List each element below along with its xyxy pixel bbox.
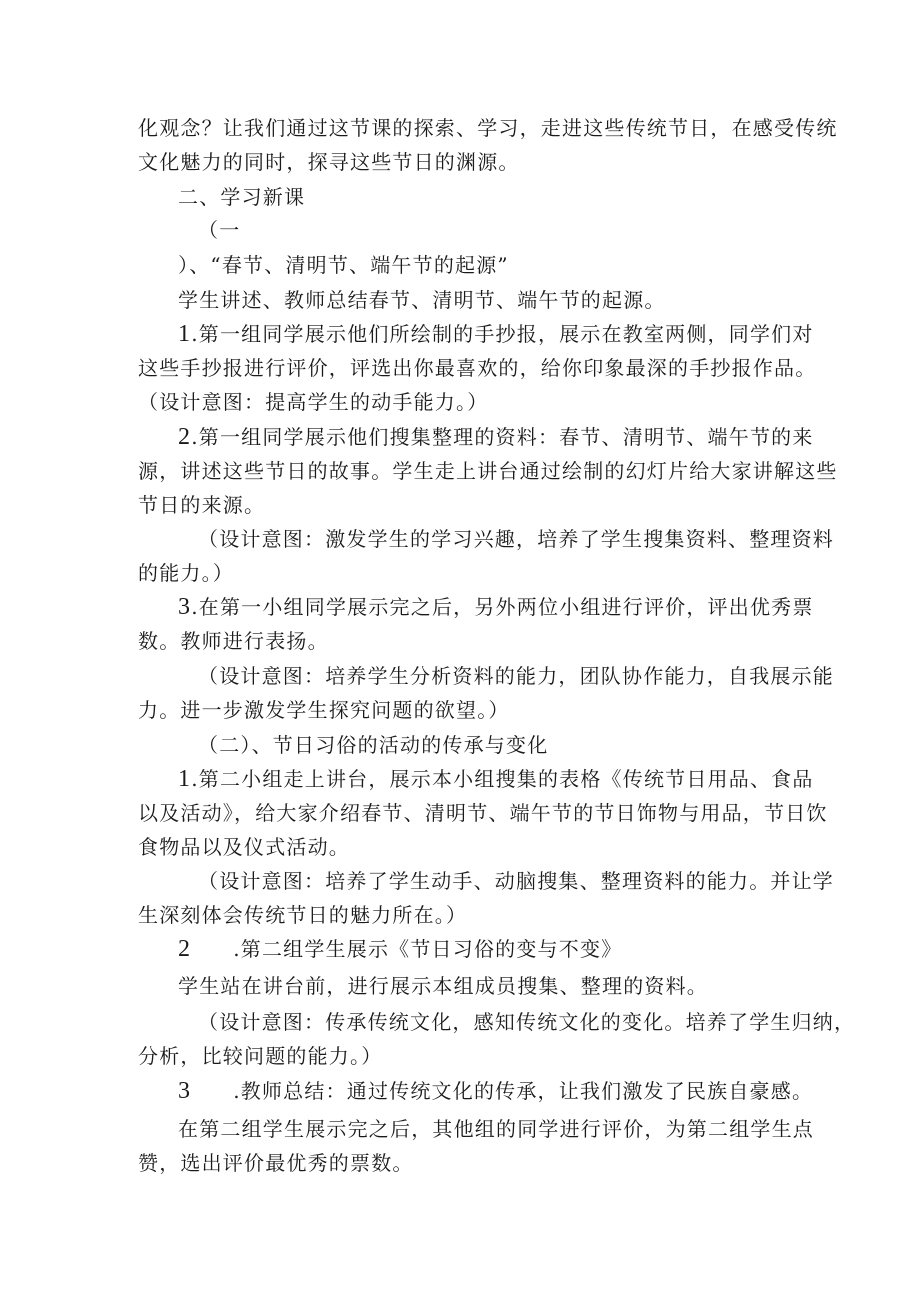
numbered-item bbox=[178, 1076, 838, 1106]
numbered-item bbox=[178, 319, 838, 349]
item-text: .第二小组走上讲台，展示本小组搜集的表格《传统节日用品、食品 bbox=[191, 767, 814, 791]
subsection-heading-part: （一 bbox=[198, 218, 241, 242]
paragraph-line: 节日的来源。 bbox=[138, 493, 266, 517]
paragraph-line: 源，讲述这些节日的故事。学生走上讲台通过绘制的幻灯片给大家讲解这些 bbox=[138, 459, 838, 483]
paragraph-line: 化观念？让我们通过这节课的探索、学习，走进这些传统节日，在感受传统 bbox=[138, 116, 838, 140]
paragraph-line: 数。教师进行表扬。 bbox=[138, 629, 329, 653]
design-intent: （设计意图：培养学生分析资料的能力，团队协作能力，自我展示能 bbox=[198, 664, 834, 688]
paragraph-line: 分析，比较问题的能力。） bbox=[138, 1044, 383, 1068]
design-intent: （设计意图：培养了学生动手、动脑搜集、整理资料的能力。并让学 bbox=[198, 869, 834, 893]
design-intent: （设计意图：传承传统文化，感知传统文化的变化。培养了学生归纳， bbox=[198, 1010, 856, 1034]
item-text: .教师总结：通过传统文化的传承，让我们激发了民族自豪感。 bbox=[233, 1079, 814, 1103]
numbered-item bbox=[178, 592, 838, 622]
item-number: 2 bbox=[178, 424, 192, 450]
item-text: .第一组同学展示他们所绘制的手抄报，展示在教室两侧，同学们对 bbox=[191, 322, 814, 346]
design-intent: （设计意图：激发学生的学习兴趣，培养了学生搜集资料、整理资料 bbox=[198, 527, 834, 551]
numbered-item bbox=[178, 764, 838, 794]
paragraph-line: 食物品以及仪式活动。 bbox=[138, 835, 350, 859]
item-number: 1 bbox=[178, 321, 192, 347]
paragraph-line: 赞，选出评价最优秀的票数。 bbox=[138, 1151, 414, 1175]
numbered-item bbox=[178, 934, 838, 964]
paragraph-line: 力。进一步激发学生探究问题的欲望。） bbox=[138, 698, 510, 722]
item-text: .第一组同学展示他们搜集整理的资料：春节、清明节、端午节的来 bbox=[191, 425, 814, 449]
item-number: 2 bbox=[178, 936, 192, 962]
paragraph-line: 生深刻体会传统节日的魅力所在。） bbox=[138, 903, 468, 927]
paragraph-line: 学生讲述、教师总结春节、清明节、端午节的起源。 bbox=[178, 288, 666, 312]
item-number: 1 bbox=[178, 766, 192, 792]
item-text: .第二组学生展示《节日习俗的变与不变》 bbox=[233, 937, 623, 961]
paragraph-line: 在第二组学生展示完之后，其他组的同学进行评价，为第二组学生点 bbox=[178, 1117, 814, 1141]
paragraph-line: 文化魅力的同时，探寻这些节日的渊源。 bbox=[138, 150, 520, 174]
paragraph-line: 的能力。） bbox=[138, 561, 234, 585]
paragraph-line: 学生站在讲台前，进行展示本组成员搜集、整理的资料。 bbox=[178, 974, 708, 998]
item-number: 3 bbox=[178, 1078, 192, 1104]
design-intent: （设计意图：提高学生的动手能力。） bbox=[138, 390, 489, 414]
paragraph-line: 这些手抄报进行评价，评选出你最喜欢的，给你印象最深的手抄报作品。 bbox=[138, 356, 817, 380]
numbered-item bbox=[178, 422, 838, 452]
subsection-heading: ）、“春节、清明节、端午节的起源” bbox=[178, 253, 509, 277]
subsection-heading: （二）、节日习俗的活动的传承与变化 bbox=[198, 733, 549, 757]
section-heading: 二、学习新课 bbox=[178, 185, 306, 209]
item-number: 3 bbox=[178, 594, 192, 620]
item-text: .在第一小组同学展示完之后，另外两位小组进行评价，评出优秀票 bbox=[191, 595, 814, 619]
paragraph-line: 以及活动》，给大家介绍春节、清明节、端午节的节日饰物与用品，节日饮 bbox=[138, 801, 828, 825]
